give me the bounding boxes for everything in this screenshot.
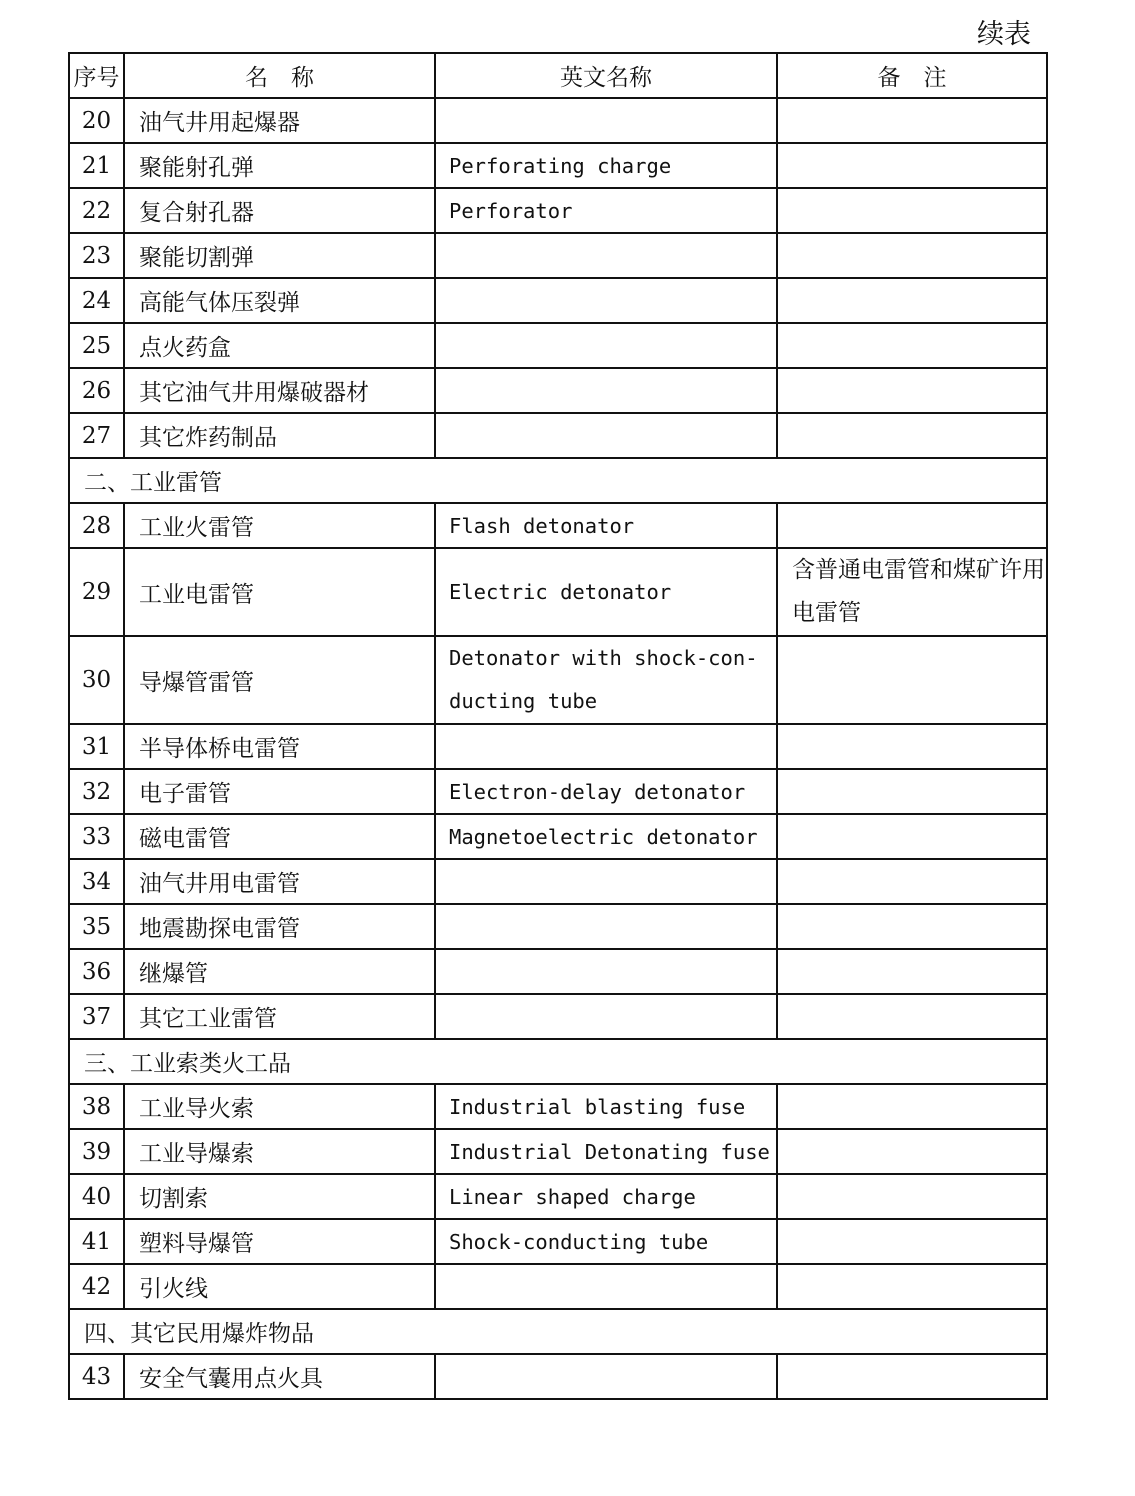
table-row [69, 994, 1047, 1039]
table-row [69, 904, 1047, 949]
row-english-name [435, 413, 777, 458]
row-english-name: Perforator [435, 188, 777, 233]
row-number: 37 [69, 994, 124, 1039]
row-name: 点火药盒 [124, 323, 435, 368]
row-name: 工业电雷管 [124, 548, 435, 636]
row-english-name [435, 994, 777, 1039]
row-name: 其它炸药制品 [124, 413, 435, 458]
row-note: 含普通电雷管和煤矿许用电雷管 [777, 548, 1047, 636]
table-row [69, 1129, 1047, 1174]
continued-label: 续表 [977, 19, 1031, 50]
row-name: 切割索 [124, 1174, 435, 1219]
row-name: 地震勘探电雷管 [124, 904, 435, 949]
row-name: 油气井用起爆器 [124, 98, 435, 143]
row-english-name: Perforating charge [435, 143, 777, 188]
row-number: 38 [69, 1084, 124, 1129]
row-english-name [435, 859, 777, 904]
row-name: 高能气体压裂弹 [124, 278, 435, 323]
table-row [69, 143, 1047, 188]
row-number: 30 [69, 636, 124, 724]
product-table [68, 52, 1048, 1400]
row-note [777, 636, 1047, 724]
section-row [69, 458, 1047, 503]
table-row [69, 1084, 1047, 1129]
table-row [69, 278, 1047, 323]
row-number: 29 [69, 548, 124, 636]
row-number: 28 [69, 503, 124, 548]
row-note [777, 1264, 1047, 1309]
row-number: 41 [69, 1219, 124, 1264]
row-name: 工业导火索 [124, 1084, 435, 1129]
table-header-row [69, 53, 1047, 98]
section-title: 四、其它民用爆炸物品 [69, 1309, 1047, 1354]
row-note [777, 859, 1047, 904]
section-row [69, 1039, 1047, 1084]
row-number: 42 [69, 1264, 124, 1309]
table-row [69, 636, 1047, 724]
row-name: 聚能射孔弹 [124, 143, 435, 188]
table-row [69, 769, 1047, 814]
table-row [69, 1174, 1047, 1219]
row-english-name: Shock-conducting tube [435, 1219, 777, 1264]
row-number: 43 [69, 1354, 124, 1399]
row-name: 复合射孔器 [124, 188, 435, 233]
table-row [69, 323, 1047, 368]
section-row [69, 1309, 1047, 1354]
row-number: 22 [69, 188, 124, 233]
row-note [777, 503, 1047, 548]
row-number: 26 [69, 368, 124, 413]
row-english-name: Electron-delay detonator [435, 769, 777, 814]
table-row [69, 233, 1047, 278]
row-english-name [435, 278, 777, 323]
row-english-name: Electric detonator [435, 548, 777, 636]
row-note [777, 1129, 1047, 1174]
table-row [69, 368, 1047, 413]
row-note [777, 904, 1047, 949]
row-name: 其它油气井用爆破器材 [124, 368, 435, 413]
row-english-name [435, 1354, 777, 1399]
row-number: 32 [69, 769, 124, 814]
table-row [69, 1354, 1047, 1399]
row-number: 21 [69, 143, 124, 188]
row-english-name [435, 98, 777, 143]
header-english: 英文名称 [435, 53, 777, 98]
table-body [69, 98, 1047, 1399]
row-name: 安全气囊用点火具 [124, 1354, 435, 1399]
row-number: 23 [69, 233, 124, 278]
table-row [69, 1264, 1047, 1309]
row-number: 40 [69, 1174, 124, 1219]
row-english-name: Industrial blasting fuse [435, 1084, 777, 1129]
header-name: 名 称 [124, 53, 435, 98]
row-name: 工业导爆索 [124, 1129, 435, 1174]
table-row [69, 548, 1047, 636]
row-name: 油气井用电雷管 [124, 859, 435, 904]
table-row [69, 949, 1047, 994]
row-note [777, 323, 1047, 368]
row-english-name: Magnetoelectric detonator [435, 814, 777, 859]
row-english-name [435, 233, 777, 278]
row-english-name [435, 724, 777, 769]
row-name: 塑料导爆管 [124, 1219, 435, 1264]
row-name: 引火线 [124, 1264, 435, 1309]
table-row [69, 98, 1047, 143]
row-english-name [435, 1264, 777, 1309]
row-number: 27 [69, 413, 124, 458]
row-name: 电子雷管 [124, 769, 435, 814]
row-note [777, 368, 1047, 413]
row-name: 磁电雷管 [124, 814, 435, 859]
row-note [777, 233, 1047, 278]
header-note: 备 注 [777, 53, 1047, 98]
row-name: 继爆管 [124, 949, 435, 994]
row-name: 导爆管雷管 [124, 636, 435, 724]
row-number: 25 [69, 323, 124, 368]
header-no: 序号 [69, 53, 124, 98]
row-number: 20 [69, 98, 124, 143]
row-name: 半导体桥电雷管 [124, 724, 435, 769]
row-note [777, 814, 1047, 859]
row-note [777, 143, 1047, 188]
row-english-name [435, 904, 777, 949]
row-name: 工业火雷管 [124, 503, 435, 548]
row-number: 34 [69, 859, 124, 904]
row-note [777, 413, 1047, 458]
row-note [777, 724, 1047, 769]
table-row [69, 413, 1047, 458]
table-row [69, 724, 1047, 769]
table-row [69, 188, 1047, 233]
row-note [777, 278, 1047, 323]
section-title: 二、工业雷管 [69, 458, 1047, 503]
table-row [69, 1219, 1047, 1264]
row-note [777, 188, 1047, 233]
row-number: 39 [69, 1129, 124, 1174]
row-note [777, 949, 1047, 994]
row-english-name [435, 323, 777, 368]
row-note [777, 1174, 1047, 1219]
row-number: 33 [69, 814, 124, 859]
row-note [777, 769, 1047, 814]
row-english-name: Detonator with shock-con-ducting tube [435, 636, 777, 724]
row-name: 聚能切割弹 [124, 233, 435, 278]
row-note [777, 1084, 1047, 1129]
row-note [777, 994, 1047, 1039]
row-english-name: Industrial Detonating fuse [435, 1129, 777, 1174]
row-note [777, 1219, 1047, 1264]
row-english-name [435, 949, 777, 994]
row-number: 35 [69, 904, 124, 949]
section-title: 三、工业索类火工品 [69, 1039, 1047, 1084]
table-row [69, 859, 1047, 904]
row-note [777, 98, 1047, 143]
table-row [69, 814, 1047, 859]
row-note [777, 1354, 1047, 1399]
row-number: 31 [69, 724, 124, 769]
row-number: 36 [69, 949, 124, 994]
row-english-name: Flash detonator [435, 503, 777, 548]
row-number: 24 [69, 278, 124, 323]
table-row [69, 503, 1047, 548]
row-name: 其它工业雷管 [124, 994, 435, 1039]
row-english-name [435, 368, 777, 413]
row-english-name: Linear shaped charge [435, 1174, 777, 1219]
